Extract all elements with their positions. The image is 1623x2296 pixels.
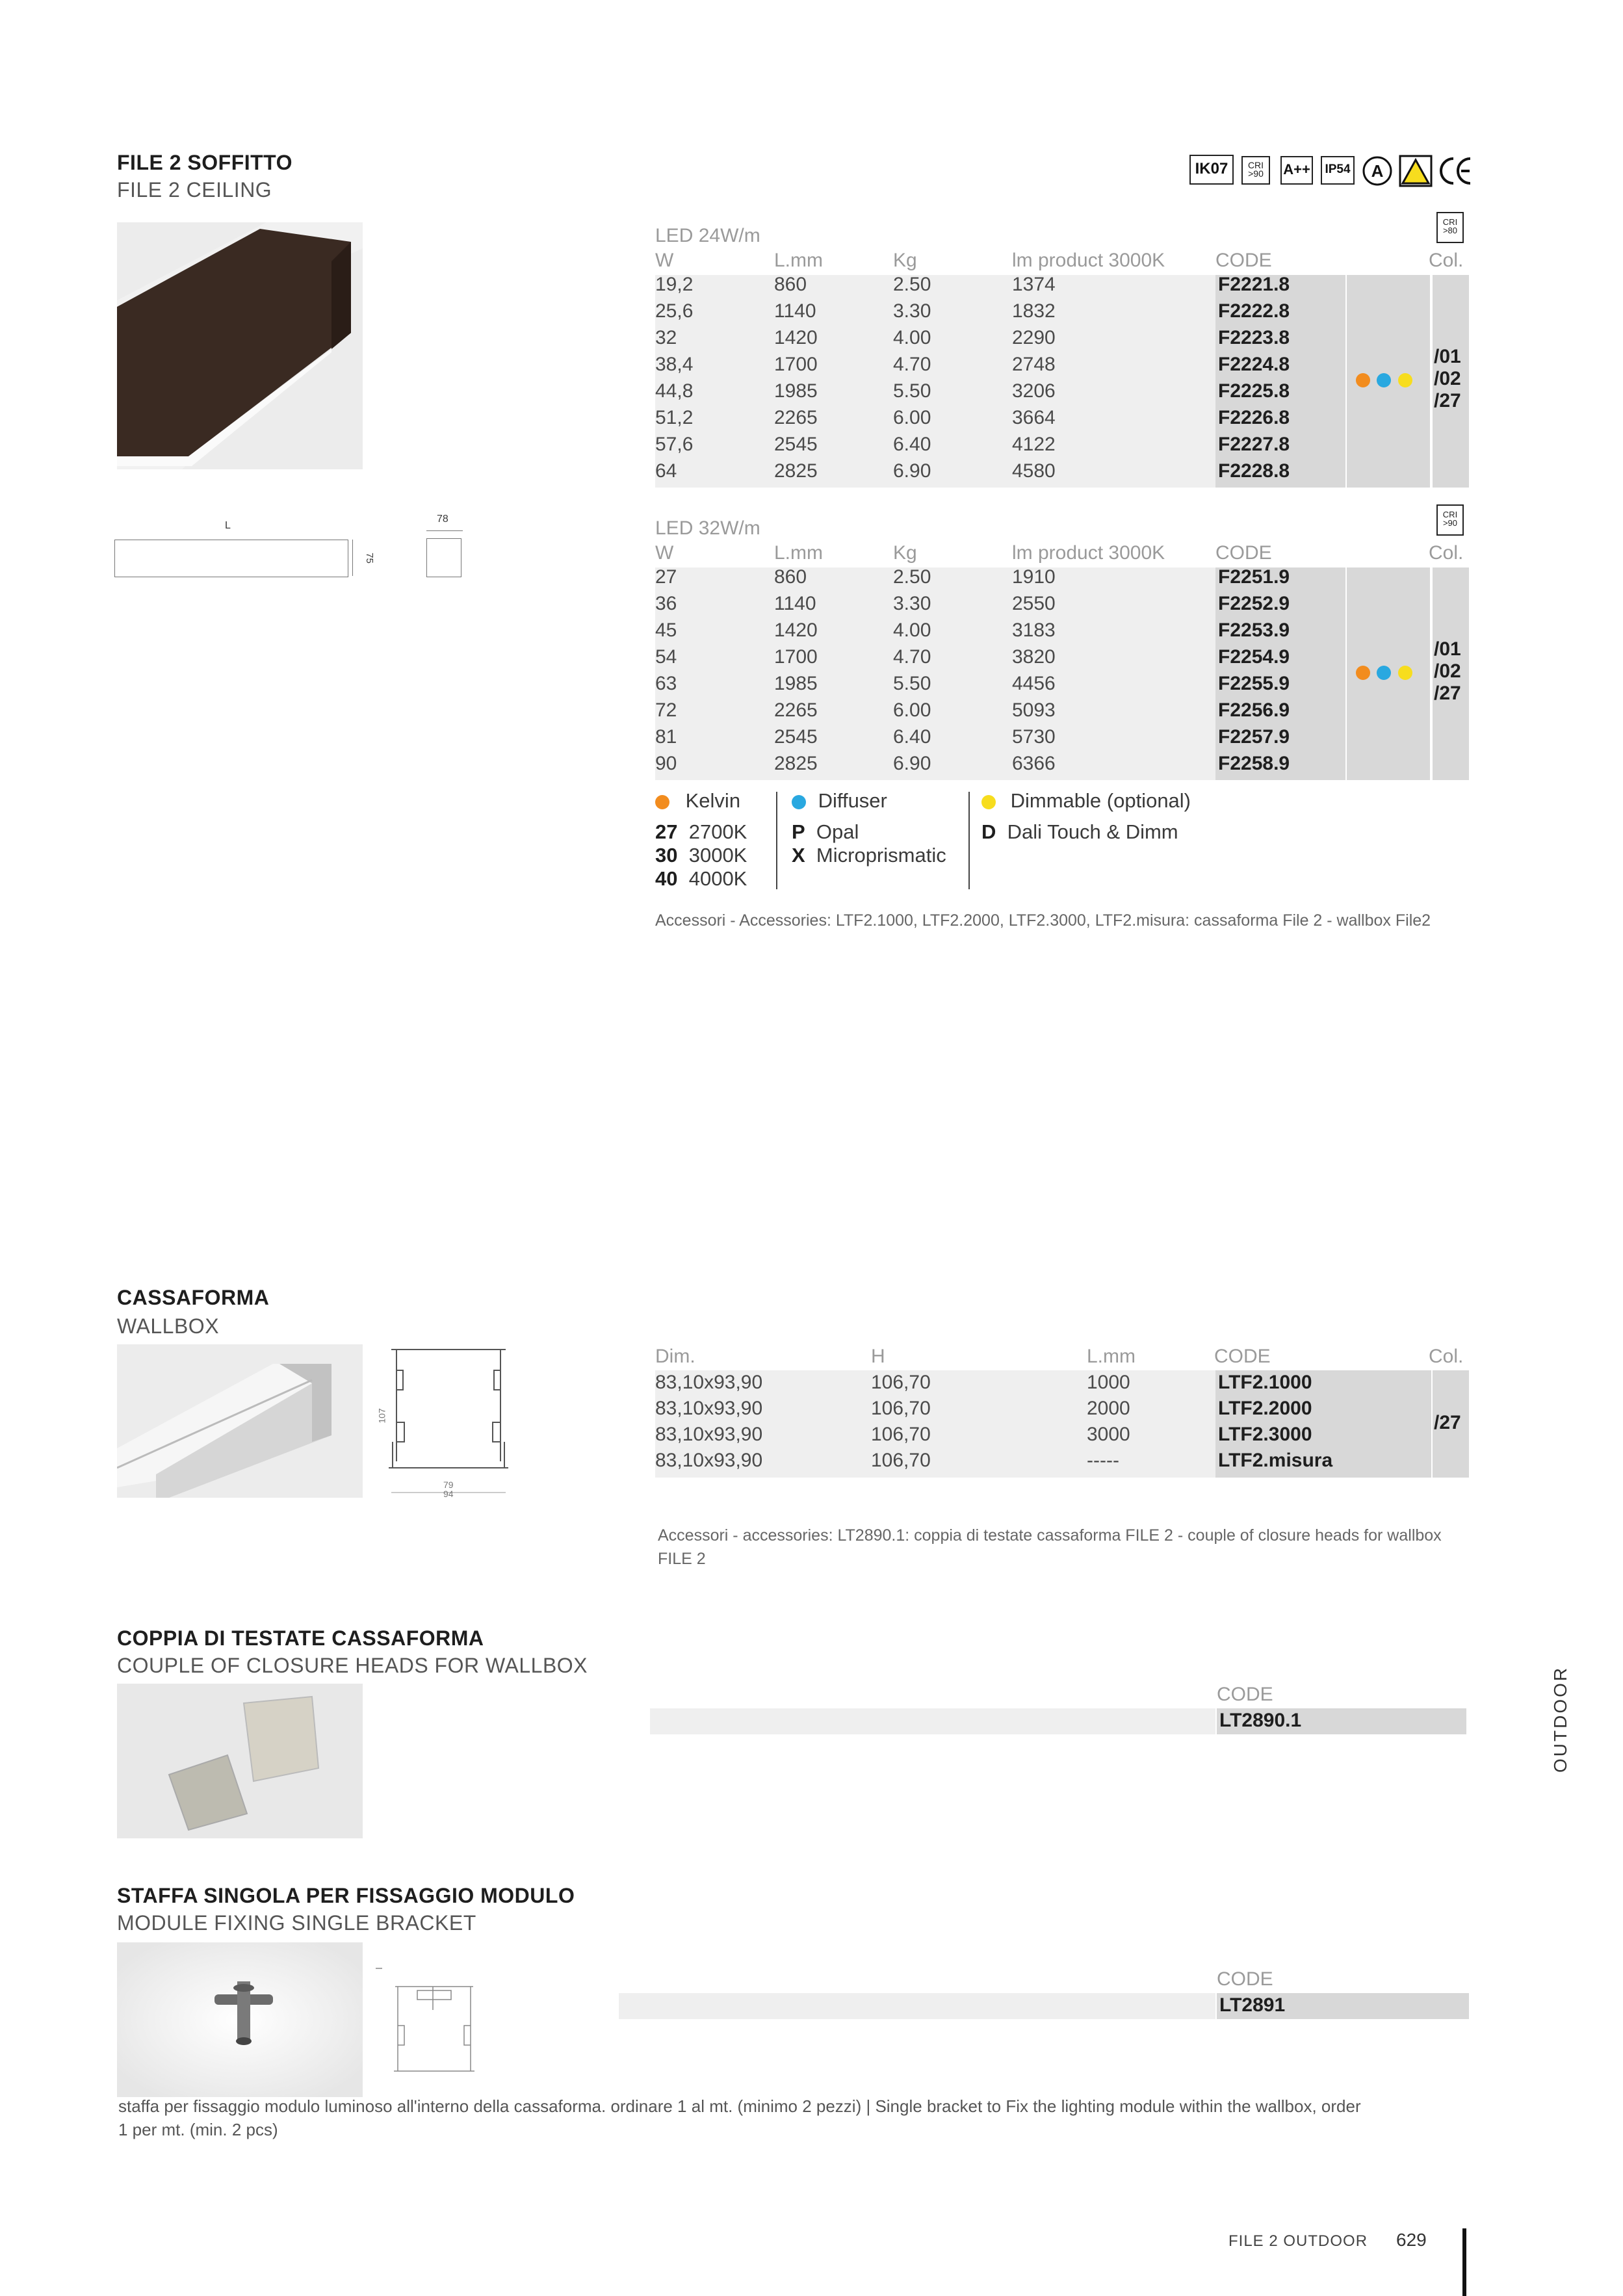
th-l: L.mm (774, 542, 823, 564)
ceiling-product-photo (117, 222, 363, 469)
cell-w: 64 (655, 460, 677, 482)
cell-lm: 3820 (1012, 646, 1056, 668)
ce-mark-icon (1438, 155, 1474, 187)
cell-w: 45 (655, 620, 677, 641)
cell-lm: 4456 (1012, 673, 1056, 694)
cell-code: F2255.9 (1218, 673, 1290, 694)
cell-l: 1985 (774, 380, 818, 402)
led-24w-table (655, 212, 1469, 485)
cell-l: 1700 (774, 646, 818, 668)
cell-kg: 6.90 (893, 460, 931, 482)
section4-note: staffa per fissaggio modulo luminoso all'interno della cassaforma. ordinare 1 al mt. (minimo 2 pezzi) | Single bracket to Fix the lighting module within the wallbox, order 1 per mt. (min. 2 pcs) (118, 2096, 1361, 2139)
options-legend (655, 789, 1240, 893)
section4-code-header: CODE (1217, 1968, 1273, 1990)
legend-dimmable (981, 789, 1241, 844)
dim-length-label: L (225, 520, 231, 531)
cri-90-badge: CRI >90 (1436, 504, 1464, 536)
option-dots (1356, 666, 1412, 680)
table-row (655, 300, 1344, 327)
th-col: Col. (1429, 1346, 1464, 1367)
cell-l: 2825 (774, 460, 818, 482)
cell-code: F2223.8 (1218, 327, 1290, 348)
cell-w: 54 (655, 646, 677, 668)
section4-subtitle: MODULE FIXING SINGLE BRACKET (117, 1911, 476, 1935)
cell-kg: 6.40 (893, 434, 931, 455)
legend-item: D Dali Touch & Dimm (981, 820, 1178, 843)
cell-kg: 3.30 (893, 593, 931, 614)
cell-lm: 1832 (1012, 300, 1056, 322)
wallbox-section-drawing (377, 1344, 520, 1500)
cell-lm: 5730 (1012, 726, 1056, 748)
cri-80-badge: CRI >80 (1436, 212, 1464, 243)
cell-l: 1140 (774, 300, 816, 322)
table-row (655, 673, 1344, 699)
finish-colors: /01 /02 /27 (1434, 346, 1461, 411)
dim-height-label: 75 (363, 553, 375, 564)
cell-w: 63 (655, 673, 677, 694)
table-label: LED 32W/m (655, 517, 760, 539)
cell-l: 860 (774, 274, 807, 295)
cell-l: 2545 (774, 726, 818, 748)
legend-item: 40 4000K (655, 867, 747, 890)
closure-heads-photo (117, 1684, 363, 1838)
cell-kg: 2.50 (893, 274, 931, 295)
bracket-photo (117, 1942, 363, 2097)
kelvin-dot-icon (655, 795, 669, 809)
profile-section-rect (426, 538, 461, 577)
legend-diffuser (792, 789, 967, 867)
wallbox-table (655, 1346, 1469, 1482)
table-row (655, 407, 1344, 434)
dim-width-label: 78 (437, 514, 448, 525)
dim-width-label-2: 94 (443, 1489, 454, 1499)
table-row (655, 646, 1344, 673)
table-row (655, 434, 1344, 460)
th-kg: Kg (893, 250, 917, 271)
cell-l: 3000 (1087, 1424, 1130, 1445)
cell-l: 2265 (774, 699, 818, 721)
section4-code: LT2891 (1219, 1994, 1286, 2016)
cell-h: 106,70 (871, 1450, 931, 1471)
cell-h: 106,70 (871, 1398, 931, 1419)
section1-accessories-note: Accessori - Accessories: LTF2.1000, LTF2.2000, LTF2.3000, LTF2.misura: cassaforma File 2 - wallbox File2 (655, 911, 1431, 930)
section4-title: STAFFA SINGOLA PER FISSAGGIO MODULO (117, 1884, 575, 1907)
legend-item: 27 2700K (655, 820, 747, 843)
cell-w: 27 (655, 566, 677, 588)
cell-kg: 6.00 (893, 699, 931, 721)
option-dots (1356, 373, 1412, 387)
cell-l: 2265 (774, 407, 818, 428)
cell-h: 106,70 (871, 1372, 931, 1393)
cell-w: 38,4 (655, 354, 694, 375)
cell-kg: 2.50 (893, 566, 931, 588)
cell-l: 1700 (774, 354, 818, 375)
page-number: 629 (1396, 2230, 1427, 2250)
cell-code: LTF2.1000 (1218, 1372, 1312, 1393)
bracket-image (117, 1942, 363, 2097)
dimension-drawing (114, 514, 478, 585)
cell-l: 860 (774, 566, 807, 588)
cell-code: F2224.8 (1218, 354, 1290, 375)
cell-lm: 4122 (1012, 434, 1056, 455)
table-row (655, 1424, 1429, 1450)
diffuser-dot-icon (1377, 666, 1391, 680)
cell-lm: 5093 (1012, 699, 1056, 721)
table-row (655, 460, 1344, 487)
table-label: LED 24W/m (655, 225, 760, 246)
cell-l: 1420 (774, 327, 818, 348)
th-col: Col. (1429, 542, 1464, 564)
cell-kg: 6.40 (893, 726, 931, 748)
table-row (655, 620, 1344, 646)
section2-accessories-note: Accessori - accessories: LT2890.1: coppia di testate cassaforma FILE 2 - couple of closure heads for wallbox FILE 2 (658, 1526, 1442, 1568)
cell-w: 90 (655, 753, 677, 774)
dim-height-label: 107 (376, 1408, 387, 1424)
table-row (655, 380, 1344, 407)
kelvin-dot-icon (1356, 666, 1370, 680)
cell-code: F2257.9 (1218, 726, 1290, 748)
cell-lm: 6366 (1012, 753, 1056, 774)
cell-code: F2256.9 (1218, 699, 1290, 721)
cell-kg: 4.70 (893, 646, 931, 668)
cell-l: 1000 (1087, 1372, 1130, 1393)
section1-subtitle: FILE 2 CEILING (117, 178, 272, 202)
cell-code: F2258.9 (1218, 753, 1290, 774)
th-lm: lm product 3000K (1012, 542, 1165, 564)
cell-w: 72 (655, 699, 677, 721)
a-class-icon (1361, 155, 1394, 187)
diffuser-dot-icon (1377, 373, 1391, 387)
cell-dim: 83,10x93,90 (655, 1450, 763, 1471)
table-row (655, 1450, 1429, 1476)
th-kg: Kg (893, 542, 917, 564)
cell-w: 44,8 (655, 380, 694, 402)
dim-width-line (426, 530, 463, 531)
cell-dim: 83,10x93,90 (655, 1372, 763, 1393)
cell-code: F2251.9 (1218, 566, 1290, 588)
th-code: CODE (1214, 1346, 1271, 1367)
section2-subtitle: WALLBOX (117, 1314, 220, 1338)
table-row (655, 354, 1344, 380)
th-w: W (655, 542, 674, 564)
th-h: H (871, 1346, 885, 1367)
cell-lm: 3664 (1012, 407, 1056, 428)
legend-kelvin (655, 789, 779, 891)
finish-color: /27 (1434, 1412, 1461, 1433)
cell-code: F2222.8 (1218, 300, 1290, 322)
cell-l: 2545 (774, 434, 818, 455)
cell-w: 25,6 (655, 300, 694, 322)
finish-colors: /01 /02 /27 (1434, 638, 1461, 704)
cell-lm: 3206 (1012, 380, 1056, 402)
table-row (655, 726, 1344, 753)
bracket-section-drawing (372, 1948, 502, 2097)
cell-lm: 2290 (1012, 327, 1056, 348)
warning-triangle-icon (1399, 155, 1433, 187)
ip54-badge: IP54 (1321, 156, 1355, 185)
cell-l: 1420 (774, 620, 818, 641)
cell-kg: 6.90 (893, 753, 931, 774)
svg-text:A: A (1371, 161, 1384, 181)
cell-lm: 2550 (1012, 593, 1056, 614)
legend-kelvin-title: Kelvin (685, 789, 741, 812)
cell-h: 106,70 (871, 1424, 931, 1445)
dimmable-dot-icon (981, 795, 996, 809)
cell-code: F2221.8 (1218, 274, 1290, 295)
cell-w: 81 (655, 726, 677, 748)
table-row (655, 1398, 1429, 1424)
table-row (655, 1372, 1429, 1398)
th-l: L.mm (1087, 1346, 1136, 1367)
footer-label: FILE 2 OUTDOOR (1228, 2232, 1368, 2250)
section2-title: CASSAFORMA (117, 1286, 270, 1309)
section3-code-header: CODE (1217, 1684, 1273, 1705)
certification-badges (1189, 153, 1469, 187)
cell-l: 1985 (774, 673, 818, 694)
table-row (655, 327, 1344, 354)
cri-badge: CRI >90 (1241, 156, 1270, 185)
side-tab-outdoor: OUTDOOR (1550, 1665, 1570, 1773)
cell-l: 2000 (1087, 1398, 1130, 1419)
cell-code: F2253.9 (1218, 620, 1290, 641)
closure-heads-image (117, 1684, 363, 1838)
dim-width-label-1: 79 (443, 1480, 454, 1490)
cell-lm: 4580 (1012, 460, 1056, 482)
th-lm: lm product 3000K (1012, 250, 1165, 271)
th-dim: Dim. (655, 1346, 695, 1367)
cell-l: ----- (1087, 1450, 1119, 1471)
led-32w-table (655, 504, 1469, 777)
table-row (655, 274, 1344, 300)
dimmable-dot-icon (1398, 666, 1412, 680)
th-l: L.mm (774, 250, 823, 271)
cell-kg: 4.00 (893, 620, 931, 641)
legend-item: X Microprismatic (792, 844, 946, 867)
th-code: CODE (1215, 250, 1272, 271)
th-col: Col. (1429, 250, 1464, 271)
diffuser-dot-icon (792, 795, 806, 809)
cell-code: F2227.8 (1218, 434, 1290, 455)
section3-code: LT2890.1 (1219, 1710, 1302, 1731)
cell-code: LTF2.3000 (1218, 1424, 1312, 1445)
cell-code: F2252.9 (1218, 593, 1290, 614)
cell-w: 36 (655, 593, 677, 614)
legend-diffuser-title: Diffuser (818, 789, 887, 812)
table-row (655, 566, 1344, 593)
wallbox-image (117, 1344, 363, 1498)
cell-code: F2226.8 (1218, 407, 1290, 428)
section3-row-bg (650, 1708, 1215, 1734)
section1-title: FILE 2 SOFFITTO (117, 151, 293, 174)
dim-height-line (352, 540, 353, 576)
wallbox-profile-drawing (377, 1344, 520, 1500)
profile-side-rect (114, 540, 348, 577)
cell-code: F2225.8 (1218, 380, 1290, 402)
legend-item: 30 3000K (655, 844, 747, 867)
footer-bar (1462, 2228, 1466, 2296)
cell-kg: 6.00 (893, 407, 931, 428)
legend-divider (968, 792, 970, 889)
table-row (655, 753, 1344, 779)
cell-lm: 1910 (1012, 566, 1056, 588)
cell-lm: 2748 (1012, 354, 1056, 375)
cell-w: 19,2 (655, 274, 694, 295)
cell-w: 51,2 (655, 407, 694, 428)
section3-title: COPPIA DI TESTATE CASSAFORMA (117, 1626, 484, 1650)
th-w: W (655, 250, 674, 271)
bracket-profile-drawing (372, 1948, 502, 2097)
ik07-badge: IK07 (1189, 155, 1234, 185)
legend-dimmable-title: Dimmable (optional) (1010, 789, 1191, 812)
cell-code: LTF2.misura (1218, 1450, 1333, 1471)
section3-subtitle: COUPLE OF CLOSURE HEADS FOR WALLBOX (117, 1654, 588, 1677)
cell-lm: 1374 (1012, 274, 1056, 295)
kelvin-dot-icon (1356, 373, 1370, 387)
legend-item: P Opal (792, 820, 859, 843)
cell-dim: 83,10x93,90 (655, 1424, 763, 1445)
cell-lm: 3183 (1012, 620, 1056, 641)
dimmable-dot-icon (1398, 373, 1412, 387)
cell-w: 57,6 (655, 434, 694, 455)
cell-l: 1140 (774, 593, 816, 614)
cell-code: F2228.8 (1218, 460, 1290, 482)
cell-l: 2825 (774, 753, 818, 774)
cell-kg: 5.50 (893, 673, 931, 694)
section4-row-bg (619, 1993, 1215, 2019)
table-row (655, 593, 1344, 620)
energy-class-badge: A++ (1280, 156, 1313, 185)
cell-kg: 5.50 (893, 380, 931, 402)
legend-divider (776, 792, 777, 889)
cell-code: F2254.9 (1218, 646, 1290, 668)
cell-dim: 83,10x93,90 (655, 1398, 763, 1419)
table-row (655, 699, 1344, 726)
cell-w: 32 (655, 327, 677, 348)
cell-code: LTF2.2000 (1218, 1398, 1312, 1419)
wallbox-photo (117, 1344, 363, 1498)
cell-kg: 4.00 (893, 327, 931, 348)
cell-kg: 3.30 (893, 300, 931, 322)
ceiling-luminaire-image (117, 222, 363, 469)
th-code: CODE (1215, 542, 1272, 564)
cell-kg: 4.70 (893, 354, 931, 375)
